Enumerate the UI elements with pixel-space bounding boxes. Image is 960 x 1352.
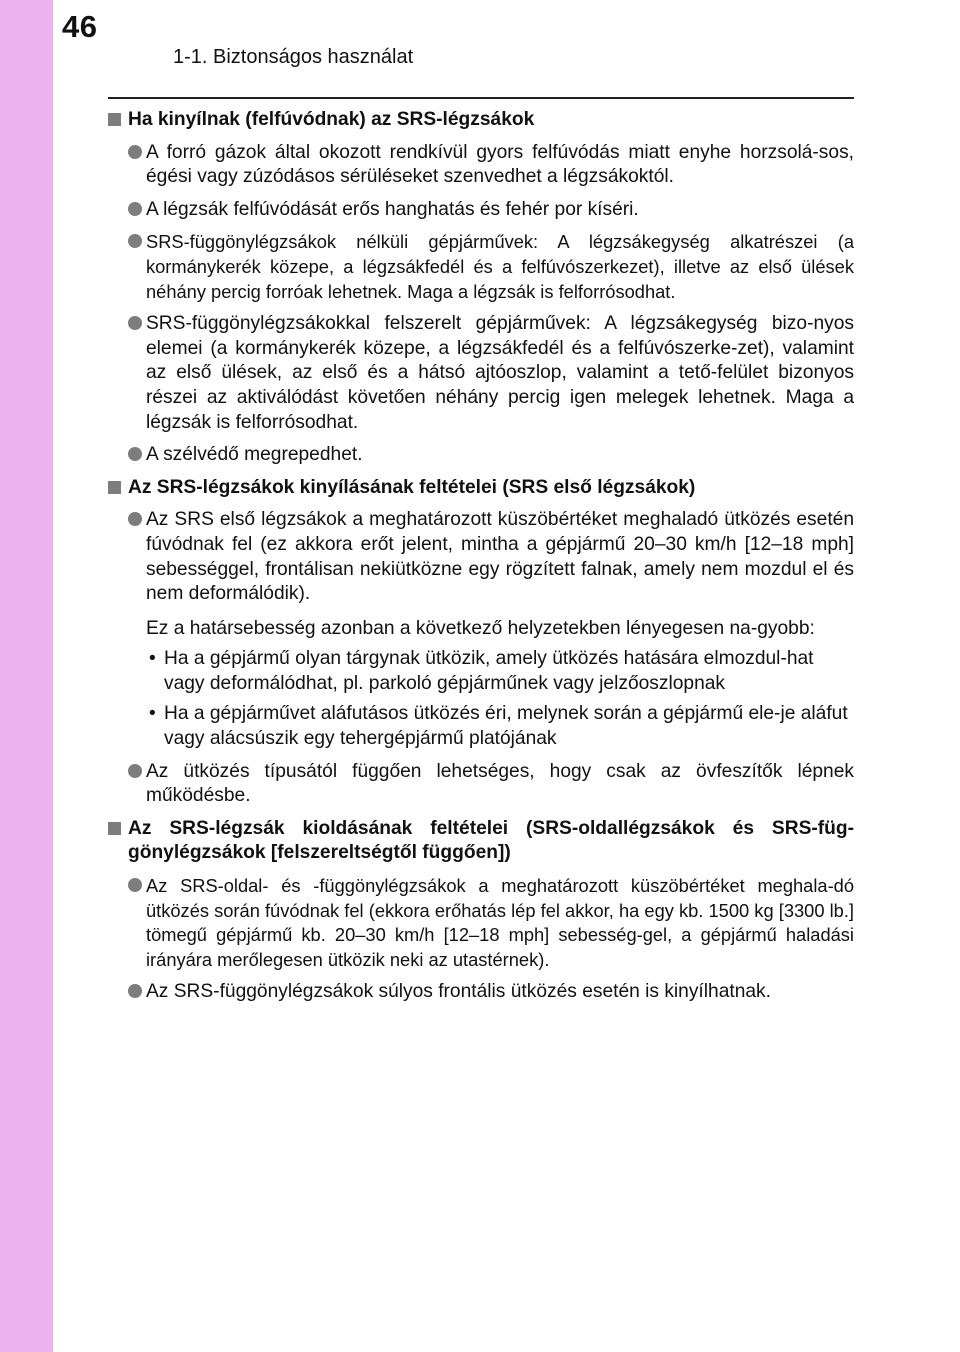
square-bullet-icon bbox=[108, 481, 121, 494]
square-bullet-icon bbox=[108, 822, 121, 835]
heading-text: Az SRS-légzsák kioldásának feltételei (SRS-oldallégzsákok és SRS-füg-gönylégzsákok [felszereltségtől függően]) bbox=[128, 817, 854, 864]
circle-bullet-icon bbox=[128, 878, 142, 892]
top-rule bbox=[108, 97, 854, 99]
list-item bbox=[108, 141, 854, 190]
circle-bullet-icon bbox=[128, 202, 142, 216]
list-item bbox=[108, 312, 854, 435]
sub-list-item-text: Ha a gépjárművet aláfutásos ütközés éri, melynek során a gépjármű ele-je aláfut vagy alácsúszik egy tehergépjármű platójának bbox=[164, 703, 848, 750]
circle-bullet-icon bbox=[128, 984, 142, 998]
circle-bullet-icon bbox=[128, 512, 142, 526]
circle-bullet-icon bbox=[128, 234, 142, 248]
page-number: 46 bbox=[62, 9, 98, 44]
heading-text: Ha kinyílnak (felfúvódnak) az SRS-légzsákok bbox=[128, 109, 535, 130]
bullet-marker: • bbox=[149, 648, 156, 670]
list-item bbox=[108, 508, 854, 606]
list-item bbox=[108, 198, 854, 223]
heading-srs-deploy bbox=[108, 108, 854, 133]
list-item-text: Az ütközés típusától függően lehetséges, hogy csak az övfeszítők lépnek működésbe. bbox=[146, 760, 854, 807]
list-item-text: A légzsák felfúvódását erős hanghatás és fehér por kíséri. bbox=[146, 198, 639, 220]
heading-text: Az SRS-légzsákok kinyílásának feltételei (SRS első légzsákok) bbox=[128, 476, 696, 498]
circle-bullet-icon bbox=[128, 447, 142, 461]
list-item bbox=[108, 760, 854, 809]
sub-list-item bbox=[108, 702, 854, 751]
page-content bbox=[108, 108, 854, 1005]
list-item bbox=[108, 980, 854, 1005]
circle-bullet-icon bbox=[128, 316, 142, 330]
list-item-text: SRS-függönylégzsákokkal felszerelt gépjárművek: A légzsákegység bizo-nyos elemei (a kormánykerék közepe, a légzsákfedél és a felfúvószerke-zet), valamint az első ülések, az első és a hátsó ajtóoszlop, valamint a tető-felület bizonyos részei az aktiválódást követően néhány percig igen melegek lehetnek. Maga a légzsák is felforrósodhat. bbox=[146, 313, 854, 433]
heading-front-airbag-conditions bbox=[108, 476, 854, 501]
section-title: 1-1. Biztonságos használat bbox=[173, 46, 414, 68]
circle-bullet-icon bbox=[128, 764, 142, 778]
paragraph: Ez a határsebesség azonban a következő helyzetekben lényegesen na-gyobb: bbox=[146, 617, 815, 639]
list-item-text: A szélvédő megrepedhet. bbox=[146, 444, 363, 466]
list-item bbox=[108, 230, 854, 304]
list-item bbox=[108, 443, 854, 468]
heading-side-curtain-conditions bbox=[108, 817, 854, 866]
list-item-text: Az SRS-oldal- és -függönylégzsákok a meghatározott küszöbértéket meghala-dó ütközés során fúvódnak fel (ekkora erőhatás lép fel akkor, ha egy kb. 1500 kg [3300 lb.] tömegű gépjármű kb. 20–30 km/h [12–18 mph] sebesség-gel, a gépjármű haladási irányára merőlegesen ütközik neki az utastérnek). bbox=[146, 875, 854, 970]
chapter-tab-band bbox=[0, 0, 53, 1352]
list-item bbox=[108, 874, 854, 972]
sub-list-item-text: Ha a gépjármű olyan tárgynak ütközik, amely ütközés hatására elmozdul-hat vagy deformálódhat, pl. parkoló gépjárműnek vagy jelzőoszlopnak bbox=[164, 648, 814, 694]
list-item-text: Az SRS-függönylégzsákok súlyos frontális ütközés esetén is kinyílhatnak. bbox=[146, 981, 771, 1003]
bullet-marker: • bbox=[149, 703, 156, 725]
square-bullet-icon bbox=[108, 113, 121, 126]
list-item-text: Az SRS első légzsákok a meghatározott küszöbértéket meghaladó ütközés esetén fúvódnak fel (ez akkora erőt jelent, mintha a gépjármű 20–30 km/h [12–18 mph] sebességgel, frontálisan nekiütközne egy rögzített falnak, amely nem mozdul el és nem deformálódik). bbox=[146, 509, 854, 605]
circle-bullet-icon bbox=[128, 145, 142, 159]
list-item-text: A forró gázok által okozott rendkívül gyors felfúvódás miatt enyhe horzsolá-sos, égési vagy zúzódásos sérüléseket szenvedhet a légzsákoktól. bbox=[146, 141, 854, 188]
sub-list-item bbox=[108, 647, 854, 696]
list-item-text: SRS-függönylégzsákok nélküli gépjárművek: A légzsákegység alkatrészei (a kormánykerék közepe, a légzsákfedél és a felfúvószerkezet), illetve az első ülések néhány percig forróak lehetnek. Maga a légzsák is felforrósodhat. bbox=[146, 231, 854, 302]
